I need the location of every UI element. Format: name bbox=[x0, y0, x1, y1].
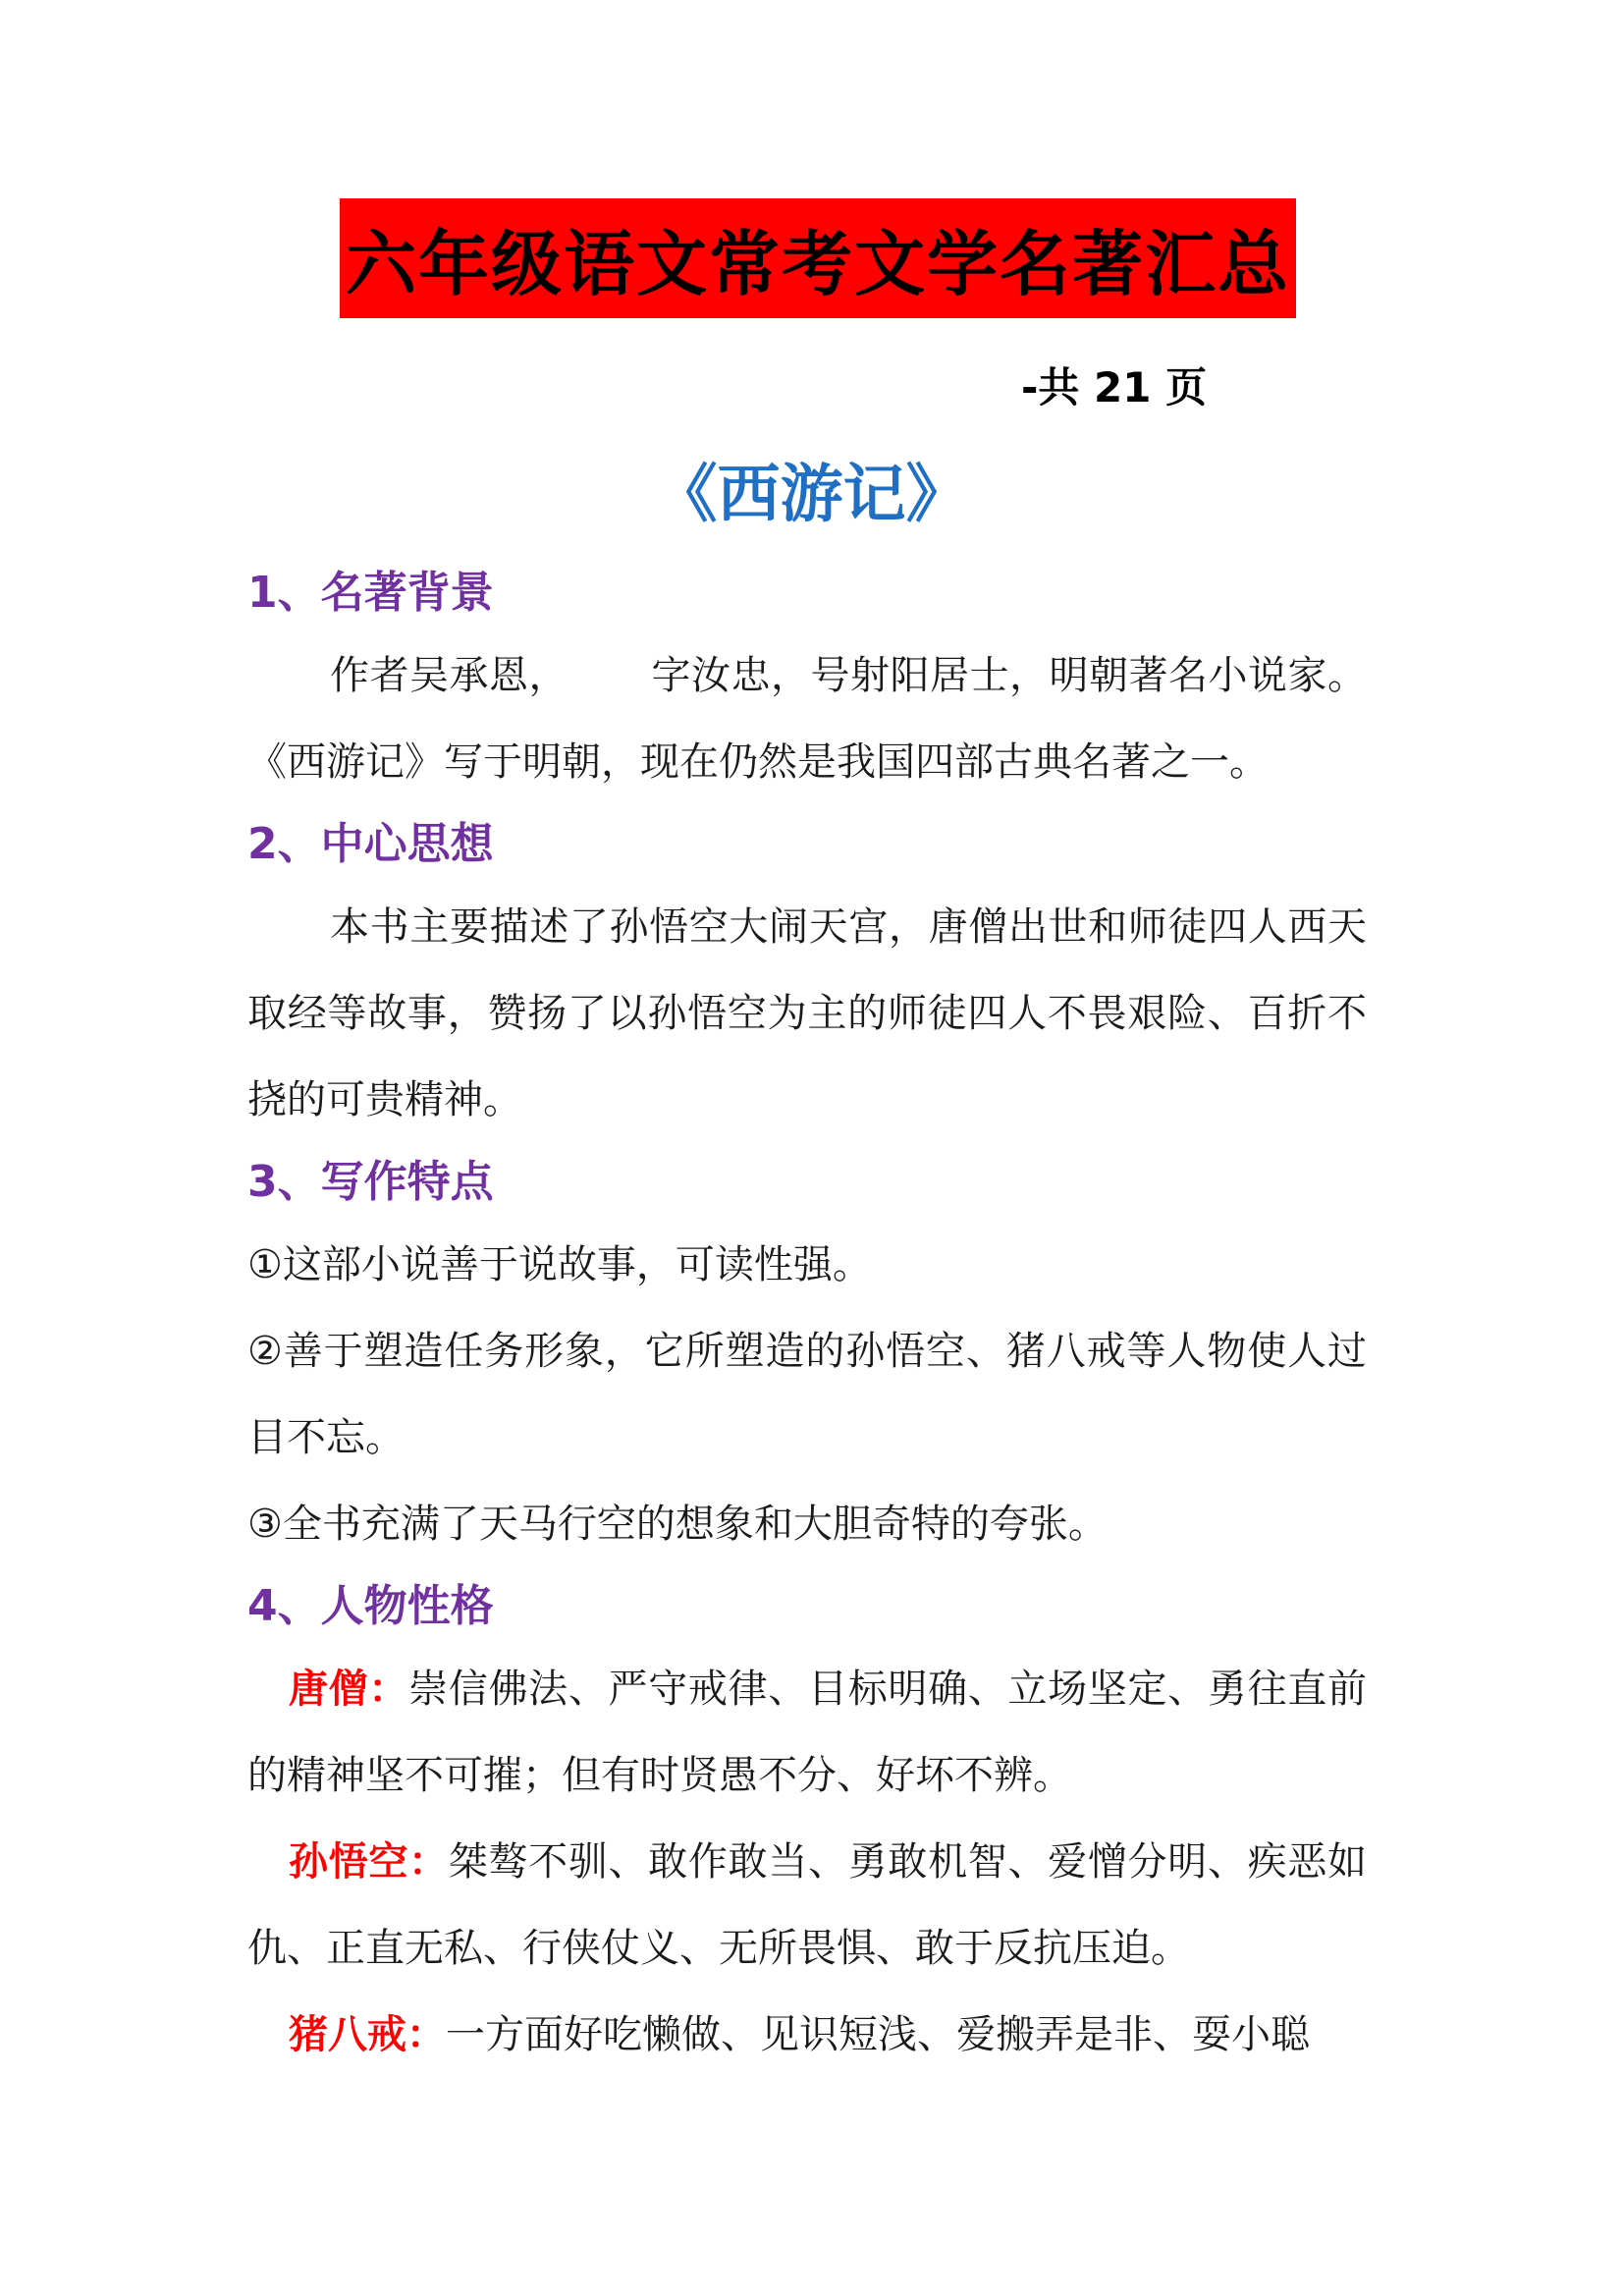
document-body bbox=[247, 554, 1367, 2078]
author-detail-text: 字汝忠，号射阳居士，明朝著名小说家。《西游记》写于明朝，现在仍然是我国四部古典名著之一。 bbox=[247, 653, 1367, 785]
title-banner bbox=[340, 198, 1296, 318]
character-description: 一方面好吃懒做、见识短浅、爱搬弄是非、耍小聪 bbox=[446, 2012, 1310, 2057]
feature-item: ③全书充满了天马行空的想象和大胆奇特的夸张。 bbox=[247, 1502, 1108, 1547]
book-title: 《西游记》 bbox=[654, 459, 969, 531]
section-heading-theme: 2、中心思想 bbox=[247, 819, 494, 869]
author-text: 作者吴承恩， bbox=[330, 653, 568, 698]
character-description: 桀骜不驯、敢作敢当、勇敢机智、爱憎分明、疾恶如仇、正直无私、行侠仗义、无所畏惧、敢于反抗压迫。 bbox=[247, 1839, 1368, 1971]
character-entry-zhubajie bbox=[247, 1992, 1367, 2078]
page-count-note: -共 21 页 bbox=[1021, 363, 1208, 411]
character-name: 猪八戒： bbox=[289, 2012, 446, 2057]
feature-item: ②善于塑造任务形象，它所塑造的孙悟空、猪八戒等人物使人过目不忘。 bbox=[247, 1329, 1367, 1460]
feature-item: ①这部小说善于说故事，可读性强。 bbox=[247, 1242, 872, 1287]
section-heading-features: 3、写作特点 bbox=[247, 1157, 494, 1207]
character-name: 孙悟空： bbox=[289, 1839, 449, 1885]
character-entry-sunwukong bbox=[247, 1819, 1367, 1992]
background-paragraph bbox=[247, 632, 1367, 805]
character-name: 唐僧： bbox=[289, 1667, 409, 1712]
character-entry-tangseng bbox=[247, 1646, 1367, 1819]
character-description: 崇信佛法、严守戒律、目标明确、立场坚定、勇往直前的精神坚不可摧；但有时贤愚不分、好坏不辨。 bbox=[247, 1667, 1368, 1798]
section-heading-characters: 4、人物性格 bbox=[247, 1581, 494, 1631]
section-heading-background: 1、名著背景 bbox=[247, 568, 494, 618]
document-title: 六年级语文常考文学名著汇总 bbox=[345, 223, 1290, 305]
theme-paragraph: 本书主要描述了孙悟空大闹天宫，唐僧出世和师徒四人西天取经等故事，赞扬了以孙悟空为主的师徒四人不畏艰险、百折不挠的可贵精神。 bbox=[247, 904, 1367, 1122]
